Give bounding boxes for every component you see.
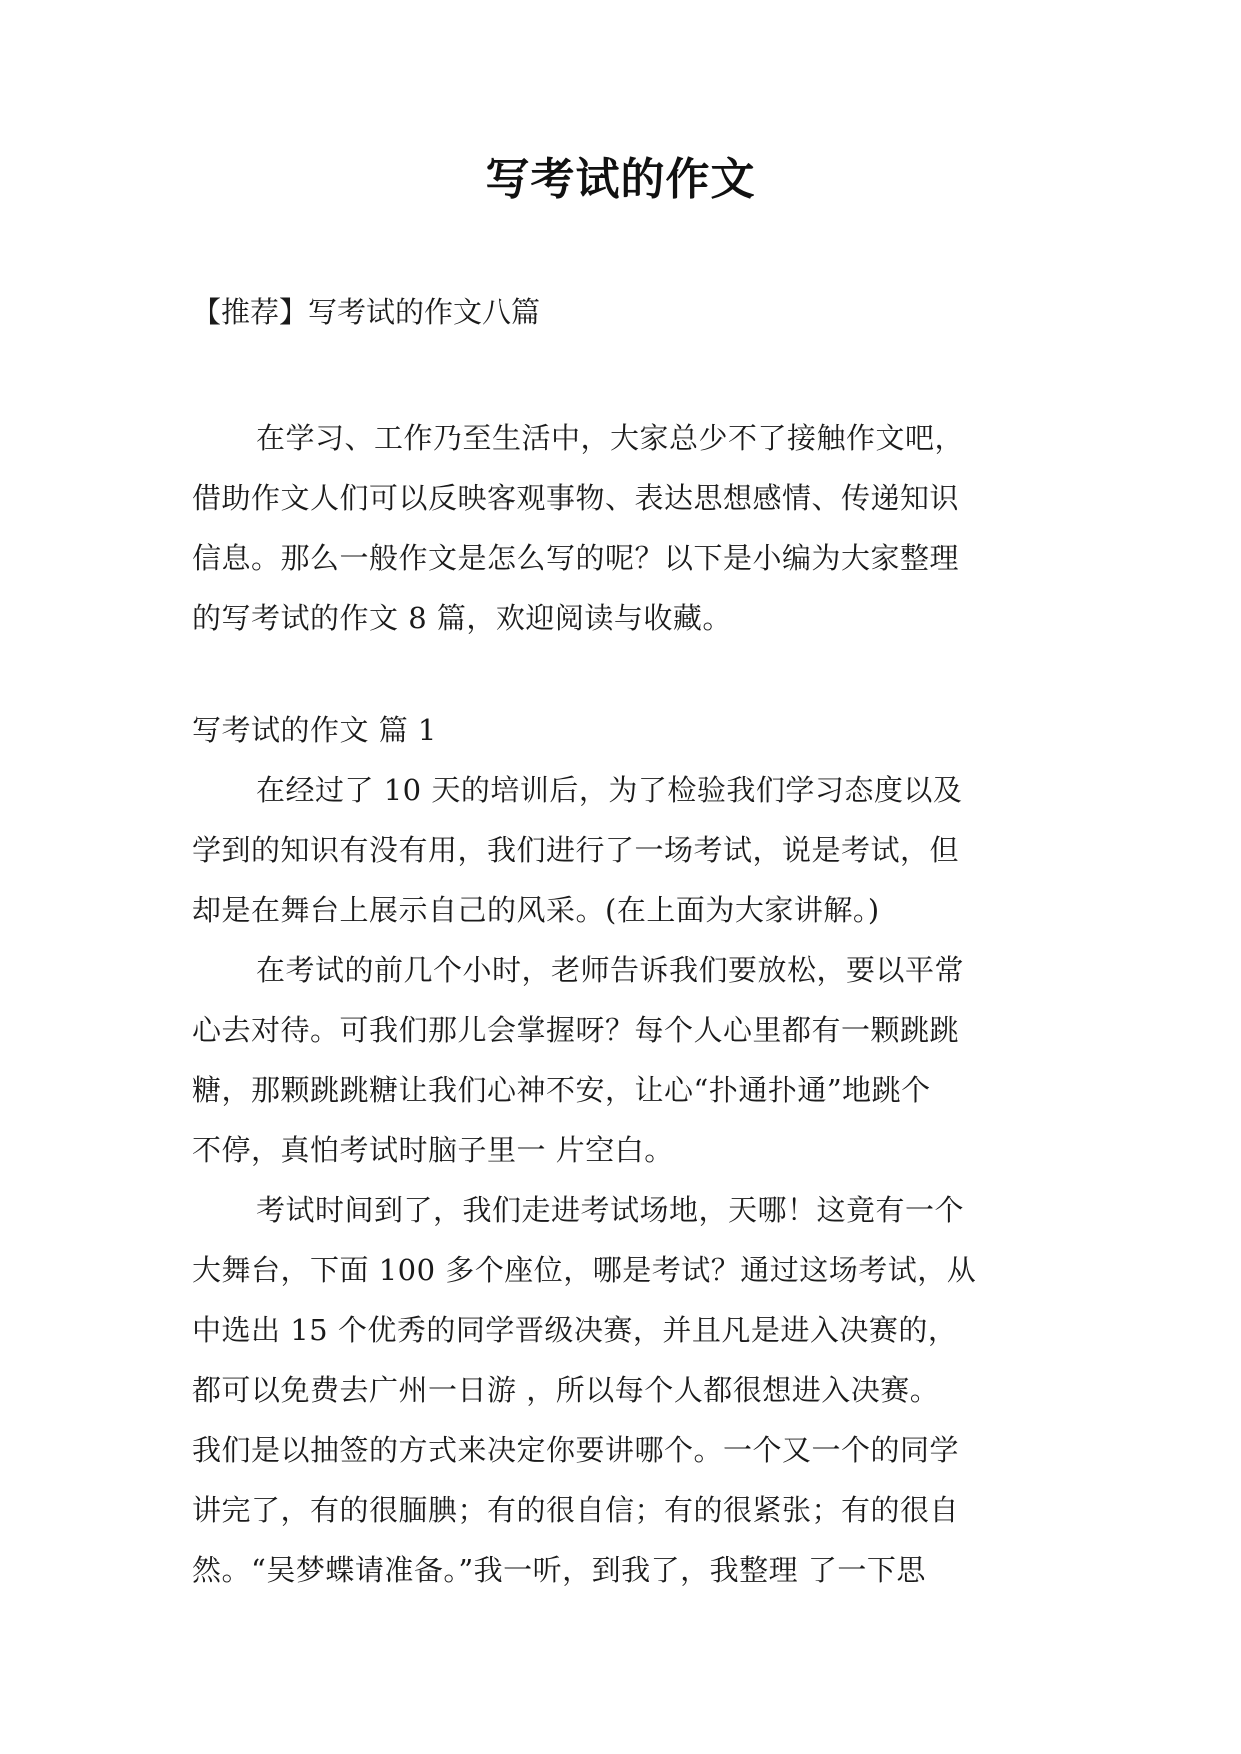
essay-line: 心去对待。可我们那儿会掌握呀？每个人心里都有一颗跳跳 <box>192 1013 960 1047</box>
essay-line: 都可以免费去广州一日游 ，所以每个人都很想进入决赛。 <box>192 1373 940 1407</box>
intro-line: 信息。那么一般作文是怎么写的呢？以下是小编为大家整理 <box>192 541 960 575</box>
essay-line: 考试时间到了，我们走进考试场地，天哪！这竟有一个 <box>256 1193 965 1227</box>
essay-line: 中选出 15 个优秀的同学晋级决赛，并且凡是进入决赛的， <box>192 1313 958 1347</box>
essay-line: 我们是以抽签的方式来决定你要讲哪个。一个又一个的同学 <box>192 1433 960 1467</box>
essay-line: 在考试的前几个小时，老师告诉我们要放松，要以平常 <box>256 953 965 987</box>
intro-paragraph <box>192 408 1052 648</box>
document-title: 写考试的作文 <box>485 154 756 205</box>
essay-line: 不停，真怕考试时脑子里一 片空白。 <box>192 1133 674 1167</box>
essay-line: 糖，那颗跳跳糖让我们心神不安，让心“扑通扑通”地跳个 <box>192 1073 931 1107</box>
intro-line: 在学习、工作乃至生活中，大家总少不了接触作文吧， <box>256 421 965 455</box>
essay-line: 却是在舞台上展示自己的风采。(在上面为大家讲解。) <box>192 893 880 927</box>
essay-line: 讲完了，有的很腼腆；有的很自信；有的很紧张；有的很自 <box>192 1493 960 1527</box>
essay-line: 然。“吴梦蝶请准备。”我一听，到我了，我整理 了一下思 <box>192 1553 926 1587</box>
intro-line: 借助作文人们可以反映客观事物、表达思想感情、传递知识 <box>192 481 960 515</box>
essay-section <box>192 700 1052 1600</box>
section-heading: 写考试的作文 篇 1 <box>192 713 437 747</box>
essay-line: 大舞台，下面 100 多个座位，哪是考试？通过这场考试，从 <box>192 1253 977 1287</box>
essay-line: 在经过了 10 天的培训后，为了检验我们学习态度以及 <box>256 773 963 807</box>
essay-line: 学到的知识有没有用，我们进行了一场考试，说是考试，但 <box>192 833 960 867</box>
document-subtitle: 【推荐】写考试的作文八篇 <box>192 295 541 329</box>
intro-line: 的写考试的作文 8 篇，欢迎阅读与收藏。 <box>192 601 732 635</box>
